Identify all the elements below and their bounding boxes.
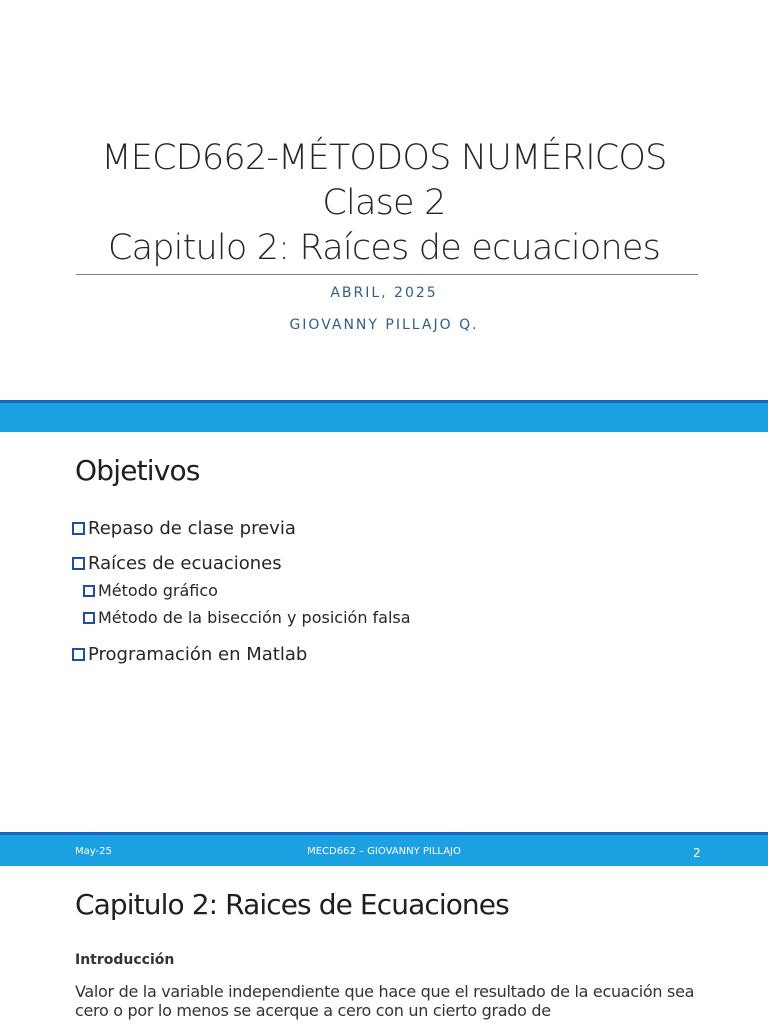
title-line-course: MECD662-MÉTODOS NUMÉRICOS	[101, 138, 667, 178]
list-item-label: Método de la bisección y posición falsa	[98, 608, 411, 627]
title-line-class: Clase 2	[322, 183, 446, 223]
presentation-date: ABRIL, 2025	[330, 285, 438, 301]
checkbox-bullet-icon	[72, 557, 85, 570]
slide-objectives	[0, 432, 768, 832]
list-item-label: Programación en Matlab	[88, 644, 308, 665]
checkbox-bullet-icon	[72, 648, 85, 661]
slide-separator-bar	[0, 400, 768, 432]
footer-date: May-25	[75, 846, 112, 857]
list-item	[72, 644, 307, 665]
slide-chapter	[0, 866, 768, 1024]
footer-author: MECD662 – GIOVANNY PILLAJO	[307, 846, 461, 857]
title-line-chapter: Capitulo 2: Raíces de ecuaciones	[107, 228, 661, 268]
title-divider	[76, 274, 698, 275]
presentation-author: GIOVANNY PILLAJO Q.	[289, 317, 479, 333]
checkbox-bullet-icon	[83, 585, 95, 597]
list-item	[72, 518, 296, 539]
list-subitem	[83, 581, 218, 600]
objectives-heading: Objetivos	[75, 454, 200, 487]
slide-title	[0, 0, 768, 400]
objectives-list	[0, 432, 768, 832]
intro-paragraph: Valor de la variable independiente que hace que el resultado de la ecuación sea cero o por lo menos se acerque a cero con un cierto grado de	[75, 982, 695, 1020]
presentation-title	[0, 136, 768, 271]
list-item-label: Método gráfico	[98, 581, 218, 600]
list-item	[72, 553, 282, 574]
list-item-label: Repaso de clase previa	[88, 518, 296, 539]
footer-page-number: 2	[693, 846, 701, 860]
checkbox-bullet-icon	[72, 522, 85, 535]
chapter-heading: Capitulo 2: Raices de Ecuaciones	[75, 888, 509, 921]
list-item-label: Raíces de ecuaciones	[88, 553, 282, 574]
list-subitem	[83, 608, 411, 627]
slide-footer	[0, 832, 768, 866]
checkbox-bullet-icon	[83, 612, 95, 624]
intro-subheading: Introducción	[75, 952, 175, 968]
